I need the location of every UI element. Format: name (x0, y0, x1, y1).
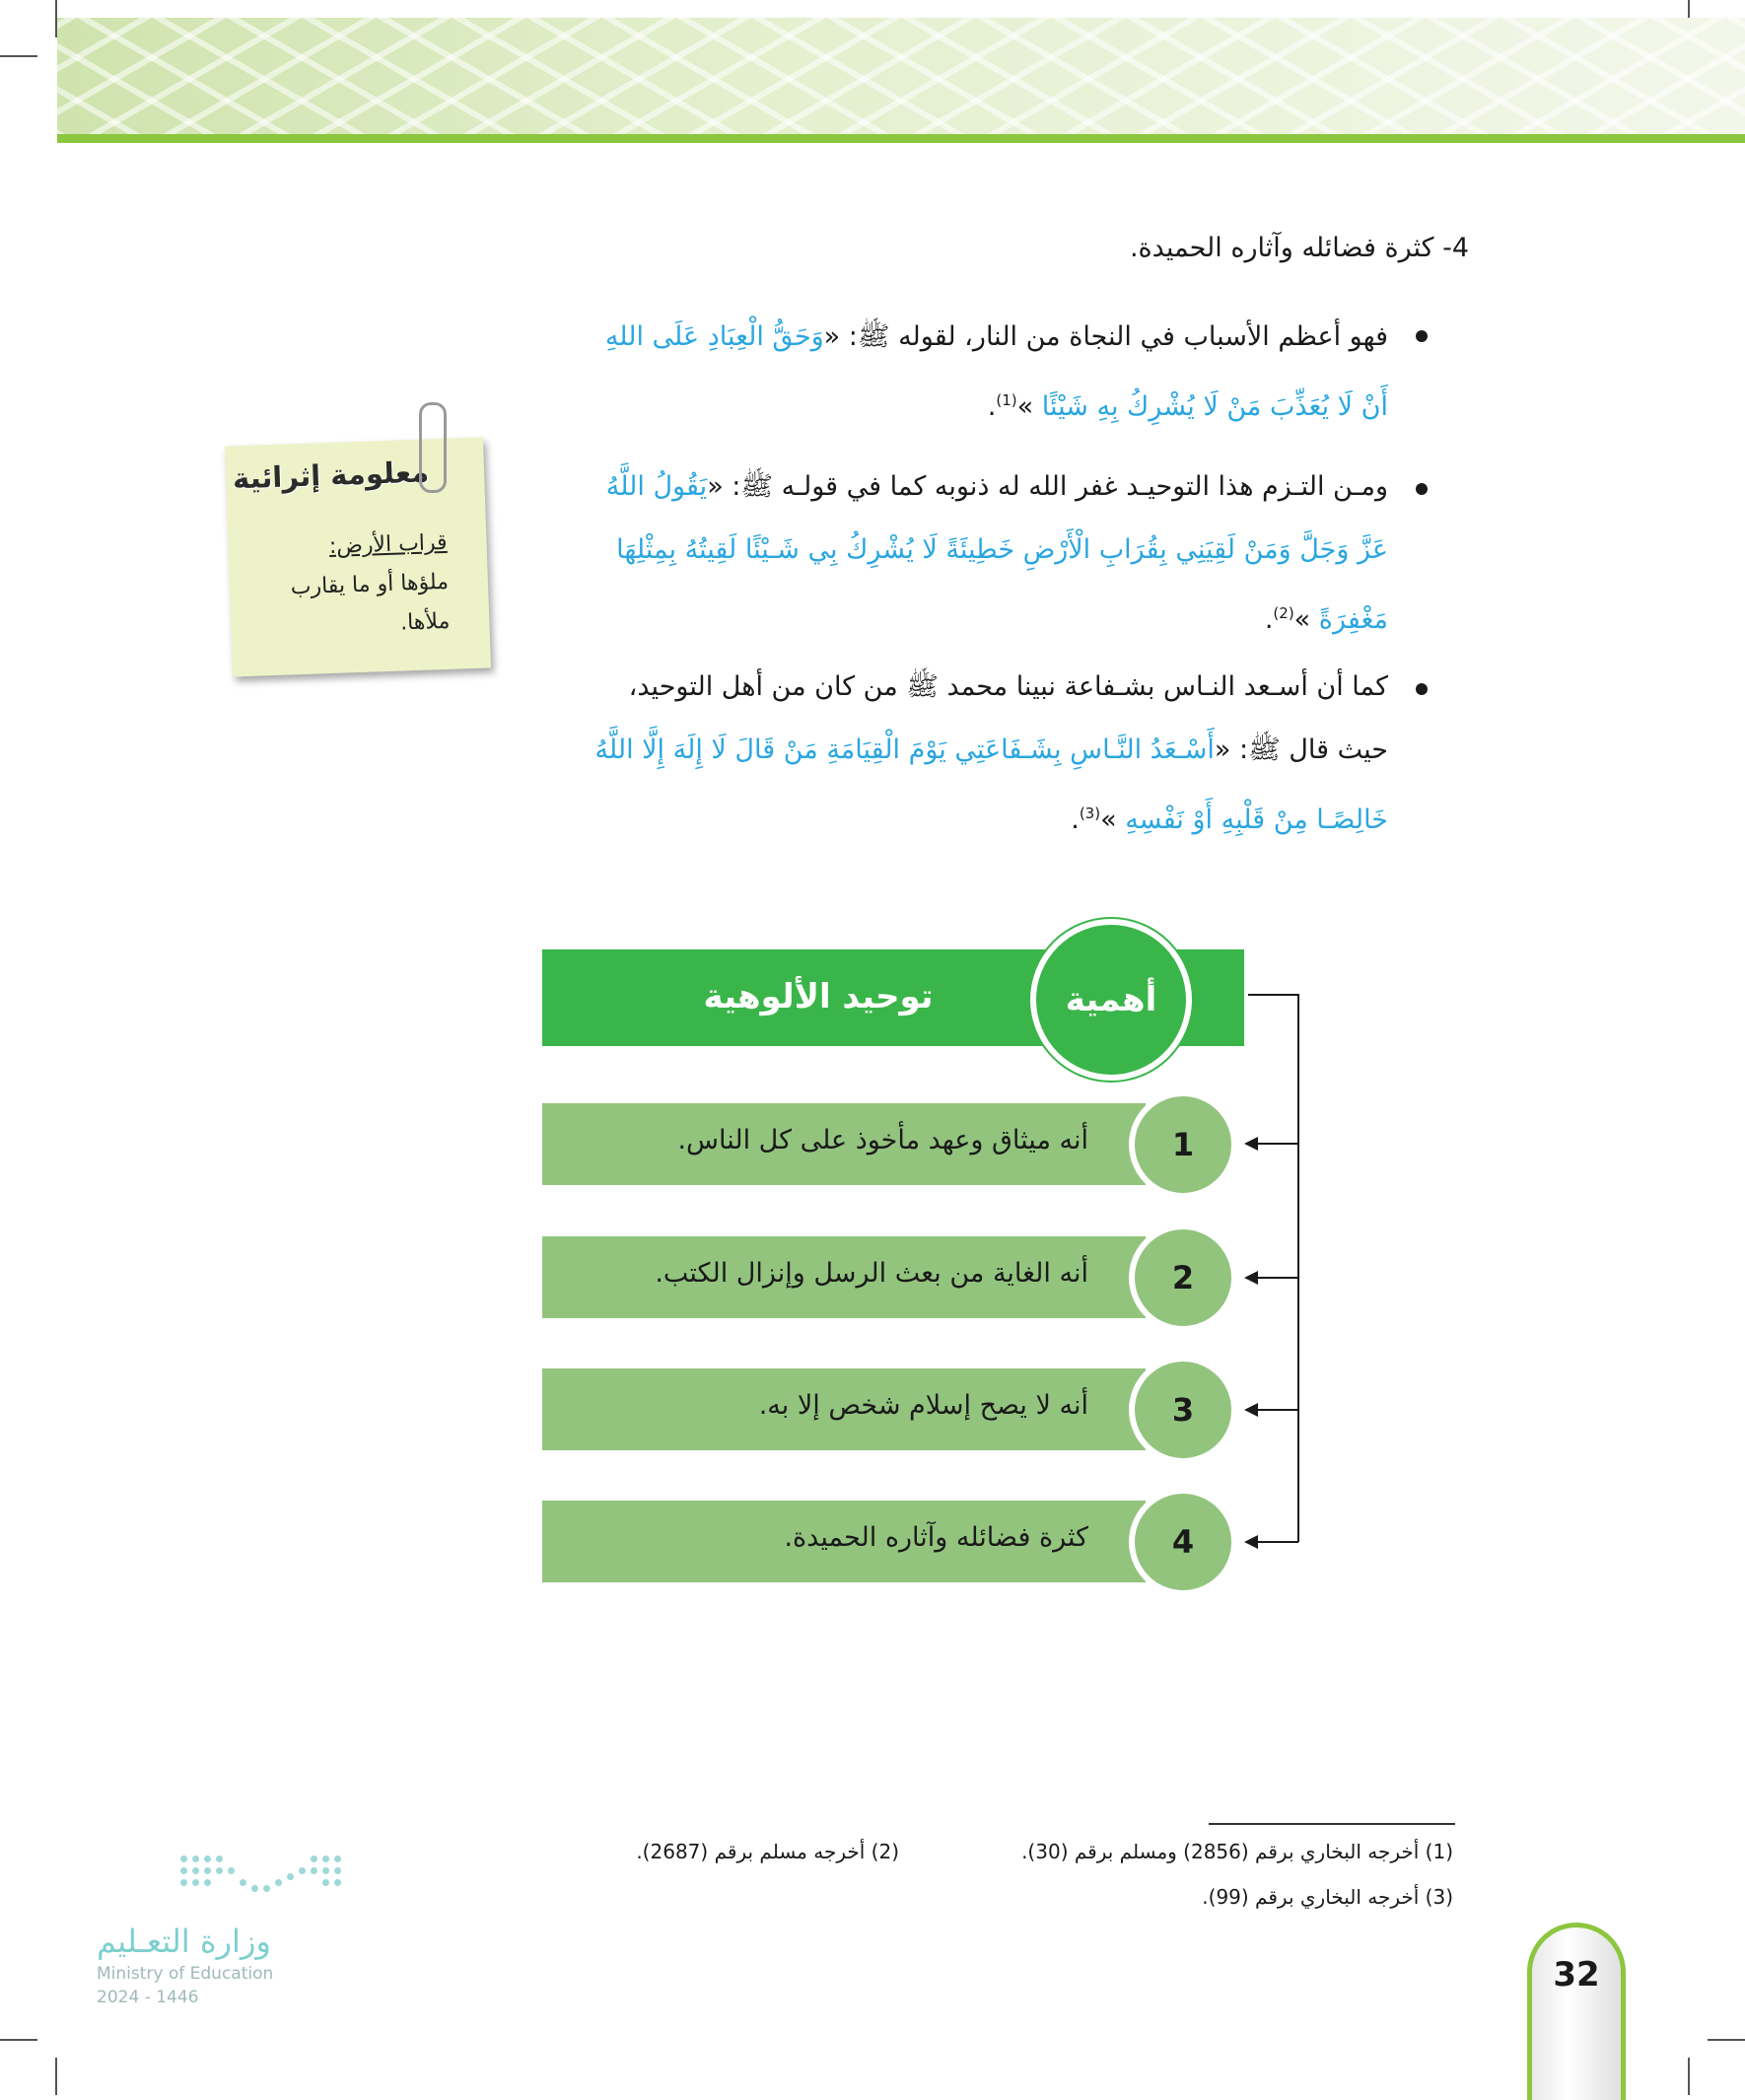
arrow-line (1257, 1541, 1298, 1543)
footnote-ref-3: (3) (1079, 805, 1101, 822)
bullet-1-text: فهو أعظم الأسباب في النجاة من النار، لقوله ﷺ: « (823, 321, 1388, 352)
note-title: معلومة إثرائية (232, 455, 430, 496)
note-term: قراب الأرض: (328, 529, 448, 560)
bullet-icon (1416, 683, 1428, 695)
bracket-vertical-line (1297, 994, 1299, 1542)
logo-dot (334, 1867, 341, 1874)
logo-dot (334, 1879, 341, 1886)
bullet-1-quote: وَحَقُّ الْعِبَادِ عَلَى اللهِ (604, 321, 824, 352)
logo-dot (192, 1867, 199, 1874)
note-definition: ملؤها أو ما يقارب (290, 569, 450, 600)
logo-dot (204, 1867, 211, 1874)
bullet-3-quote-end: خَالِصًـا مِنْ قَلْبِهِ أَوْ نَفْسِهِ (1125, 805, 1388, 835)
number-label: 2 (1171, 1259, 1195, 1296)
logo-dot (299, 1867, 306, 1874)
header-pattern-band (57, 18, 1745, 136)
section-heading: 4- كثرة فضائله وآثاره الحميدة. (1129, 233, 1469, 263)
logo-dot (228, 1867, 235, 1874)
bullet-icon (1416, 483, 1428, 495)
crop-mark (1708, 2039, 1745, 2041)
crop-mark (0, 2039, 37, 2041)
importance-item-number (1129, 1224, 1237, 1332)
bullet-3-quote: أَسْـعَدُ النَّـاسِ بِشَـفَاعَتِي يَوْمَ الْقِيَامَةِ مَنْ قَالَ لَا إِلَهَ إِلَّا اللَّهُ (594, 735, 1215, 765)
importance-item-text: كثرة فضائله وآثاره الحميدة. (784, 1522, 1088, 1553)
importance-item-text: أنه لا يصح إسلام شخص إلا به. (758, 1390, 1088, 1421)
logo-dot (192, 1855, 199, 1862)
ministry-logo-dots (180, 1855, 348, 1905)
footnote-3: (3) أخرجه البخاري برقم (99). (1202, 1885, 1453, 1909)
logo-dot (322, 1867, 329, 1874)
bracket-top-line (1248, 994, 1299, 996)
note-body (230, 524, 451, 650)
arrow-head-icon (1244, 1137, 1258, 1151)
logo-dot (192, 1879, 199, 1886)
logo-dot (334, 1855, 341, 1862)
logo-dot (216, 1867, 223, 1874)
bullet-2-quote: يَقُولُ اللَّهُ (605, 471, 708, 502)
bullet-1-quote-cont: أَنْ لَا يُعَذِّبَ مَنْ لَا يُشْرِكُ بِهِ شَيْئًا (1041, 391, 1388, 422)
period: . (1264, 604, 1274, 635)
logo-dot (216, 1855, 223, 1862)
quote-close: » (1100, 805, 1117, 835)
logo-dot (180, 1855, 187, 1862)
period: . (987, 391, 997, 422)
arrow-head-icon (1244, 1403, 1258, 1417)
crop-mark (0, 55, 37, 57)
footnote-2: (2) أخرجه مسلم برقم (2687). (636, 1840, 899, 1863)
logo-dot (263, 1885, 270, 1892)
header-green-line (57, 134, 1745, 143)
ministry-logo-english: Ministry of Education (97, 1964, 274, 1984)
logo-dot (204, 1855, 211, 1862)
bullet-3-text-cont: حيث قال ﷺ: « (1214, 735, 1388, 765)
logo-dot (311, 1867, 317, 1874)
footnote-ref-1: (1) (996, 391, 1017, 409)
logo-dot (322, 1855, 329, 1862)
footnote-divider (1209, 1823, 1455, 1825)
page-number-tab (1527, 1923, 1626, 2100)
crop-mark (1688, 2058, 1690, 2095)
logo-dot (204, 1879, 211, 1886)
importance-item-text: أنه الغاية من بعث الرسل وإنزال الكتب. (655, 1258, 1088, 1289)
quote-close: » (1016, 391, 1034, 422)
bullet-1-paragraph (540, 306, 1388, 439)
logo-dot (322, 1879, 329, 1886)
crop-mark (55, 2058, 57, 2095)
footnote-1: (1) أخرجه البخاري برقم (2856) ومسلم برقم (30). (1021, 1840, 1453, 1863)
period: . (1071, 805, 1080, 835)
number-label: 1 (1171, 1126, 1195, 1163)
bullet-2-quote-end: مَغْفِرَةً (1318, 604, 1388, 635)
bullet-2-paragraph (540, 455, 1388, 652)
logo-dot (275, 1879, 282, 1886)
diagram-importance-circle (1030, 919, 1192, 1081)
importance-item-number (1129, 1090, 1237, 1199)
diagram-circle-label: أهمية (1065, 980, 1157, 1019)
arrow-line (1257, 1143, 1298, 1145)
bullet-3-text: كما أن أسـعد النـاس بشـفاعة نبينا محمد ﷺ من كان من أهل التوحيد، (628, 671, 1388, 702)
arrow-head-icon (1244, 1271, 1258, 1285)
enrichment-note (225, 437, 491, 676)
bullet-2-quote-cont: عَزَّ وَجَلَّ وَمَنْ لَقِيَنِي بِقُرَابِ الْأَرْضِ خَطِيئَةً لَا يُشْرِكُ بِي شَـيْئًا لَقِيتُهُ بِمِثْلِهَا (616, 534, 1388, 565)
importance-item-text: أنه ميثاق وعهد مأخوذ على كل الناس. (677, 1125, 1088, 1155)
ministry-logo-year: 2024 - 1446 (97, 1988, 199, 2007)
note-definition-cont: ملأها. (399, 608, 451, 636)
arrow-head-icon (1244, 1535, 1258, 1549)
logo-dot (311, 1855, 317, 1862)
bullet-icon (1416, 330, 1428, 342)
importance-item-number (1129, 1356, 1237, 1464)
importance-item-number (1129, 1488, 1237, 1596)
paperclip-icon (419, 402, 447, 493)
footnote-ref-2: (2) (1273, 604, 1294, 622)
number-label: 4 (1171, 1523, 1195, 1561)
logo-dot (180, 1879, 187, 1886)
arrow-line (1257, 1409, 1298, 1411)
arrow-line (1257, 1277, 1298, 1279)
logo-dot (240, 1879, 246, 1886)
logo-dot (251, 1885, 258, 1892)
ministry-logo-arabic: وزارة التعـليم (97, 1923, 271, 1960)
logo-dot (287, 1873, 294, 1880)
quote-close: » (1293, 604, 1311, 635)
page-number: 32 (1553, 1955, 1600, 1995)
logo-dot (180, 1867, 187, 1874)
diagram-title: توحيد الألوهية (703, 977, 934, 1016)
number-label: 3 (1171, 1391, 1195, 1429)
bullet-3-paragraph (540, 656, 1388, 852)
bullet-2-text: ومـن التـزم هذا التوحيـد غفر الله له ذنوبه كما في قولـه ﷺ: « (707, 471, 1388, 502)
